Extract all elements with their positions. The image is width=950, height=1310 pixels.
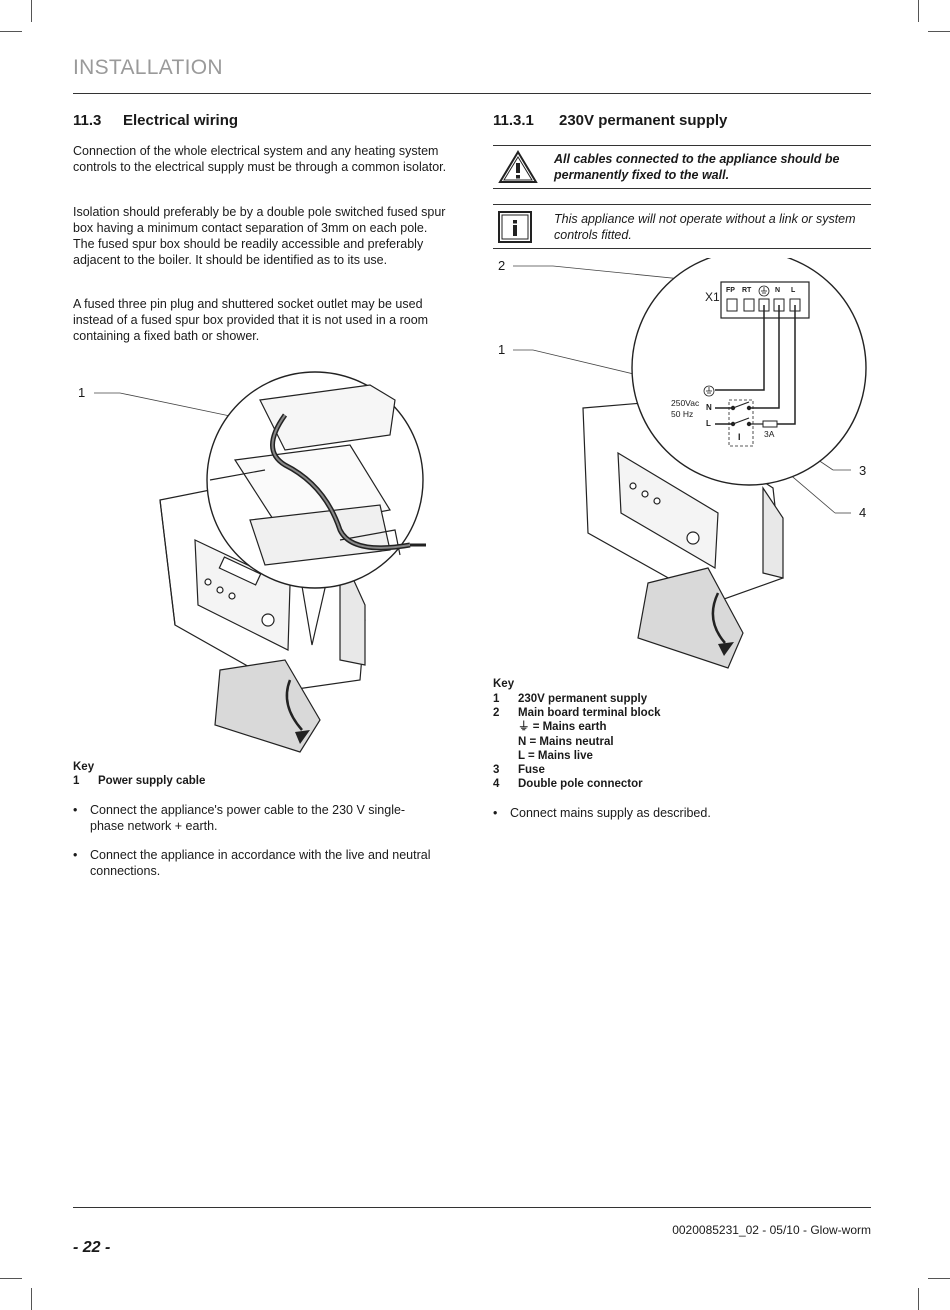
crop-mark [918, 0, 919, 22]
isolator-label: I [738, 432, 741, 442]
key-label: Double pole connector [518, 778, 643, 791]
bullet-dot: • [493, 806, 498, 820]
key-number: 1 [493, 693, 500, 705]
bullet-item [493, 805, 871, 823]
key-list [493, 692, 871, 791]
subsection-title: 230V permanent supply [559, 112, 728, 129]
key-label: N = Mains neutral [518, 735, 614, 748]
bullet-text: Connect the appliance in accordance with the live and neutral connections. [90, 848, 431, 878]
page-number: - 22 - [73, 1239, 111, 1256]
crop-mark [928, 1278, 950, 1279]
section-heading [73, 112, 238, 129]
key-item [493, 720, 871, 734]
paragraph: A fused three pin plug and shuttered socket outlet may be used instead of a fused spur box provided that it is not used in a room containing a fixed bath or shower. [73, 297, 429, 343]
document-reference: 0020085231_02 - 05/10 - Glow-worm [672, 1223, 871, 1237]
bullet-text: Connect the appliance's power cable to the 230 V single-phase network + earth. [90, 803, 406, 833]
warning-text: All cables connected to the appliance should be permanently fixed to the wall. [554, 152, 840, 182]
crop-mark [918, 1288, 919, 1310]
key-number: 3 [493, 764, 500, 777]
bullet-text: Connect mains supply as described. [510, 806, 711, 820]
info-callout [493, 204, 871, 249]
fuse-label: 3A [764, 429, 775, 439]
supply-voltage-label: 250Vac [671, 398, 700, 408]
warning-triangle-icon [498, 150, 538, 184]
terminal-fp: FP [726, 287, 735, 294]
key-title: Key [493, 678, 515, 690]
paragraph: Connection of the whole electrical system and any heating system controls to the electrical supply must be through a common isolator. [73, 144, 447, 174]
bullet-item [73, 847, 451, 881]
terminal-rt: RT [742, 287, 752, 294]
info-text: This appliance will not operate without a link or system controls fitted. [554, 212, 856, 242]
bullet-item [73, 802, 451, 836]
key-label: L = Mains live [518, 749, 593, 762]
neutral-label: N [706, 403, 712, 412]
wiring-diagram-graphic [493, 258, 873, 678]
bullet-dot: • [73, 803, 78, 817]
diagram-callout-3: 3 [859, 463, 867, 478]
diagram-callout-4: 4 [859, 505, 867, 520]
key-item [493, 706, 871, 720]
paragraph: Isolation should preferably be by a double pole switched fused spur box having a minimum contact separation of 3mm on each pole. The fused spur box should be readily accessible and preferably adjacent to the boiler. It should be identified as to its use. [73, 205, 446, 267]
warning-callout [493, 145, 871, 189]
terminal-n: N [775, 287, 781, 294]
crop-mark [928, 31, 950, 32]
bullet-dot: • [73, 848, 78, 862]
key-number: 4 [493, 778, 500, 791]
diagram-callout-2: 2 [498, 258, 506, 273]
section-title: Electrical wiring [123, 112, 239, 129]
crop-mark [31, 1288, 32, 1310]
key-item [493, 749, 871, 763]
terminal-l: L [791, 287, 796, 294]
key-item [493, 777, 871, 791]
live-label: L [706, 419, 711, 428]
footer-divider [73, 1207, 871, 1208]
figure-callout-1: 1 [78, 385, 86, 400]
crop-mark [0, 1278, 22, 1279]
supply-frequency-label: 50 Hz [671, 409, 694, 419]
key-label: ⏚ = Mains earth [518, 721, 607, 734]
crop-mark [0, 31, 22, 32]
page-header-title: INSTALLATION [73, 56, 223, 79]
key-item [493, 692, 871, 706]
key-number: 2 [493, 707, 500, 720]
crop-mark [31, 0, 32, 22]
key-title: Key [73, 761, 95, 773]
header-divider [73, 93, 871, 94]
info-icon [498, 211, 532, 243]
section-number: 11.3 [73, 112, 102, 129]
wiring-diagram [493, 258, 873, 678]
key-number: 1 [73, 775, 80, 787]
boiler-power-cable-illustration [90, 360, 470, 760]
key-label: Power supply cable [98, 775, 206, 787]
subsection-heading [493, 112, 727, 129]
subsection-number: 11.3.1 [493, 112, 534, 129]
key-item [493, 763, 871, 777]
diagram-callout-1: 1 [498, 342, 506, 357]
key-label: 230V permanent supply [518, 693, 648, 705]
key-item [493, 735, 871, 749]
terminal-block-label: X1 [705, 290, 720, 304]
key-label: Main board terminal block [518, 707, 661, 720]
key-label: Fuse [518, 764, 545, 777]
